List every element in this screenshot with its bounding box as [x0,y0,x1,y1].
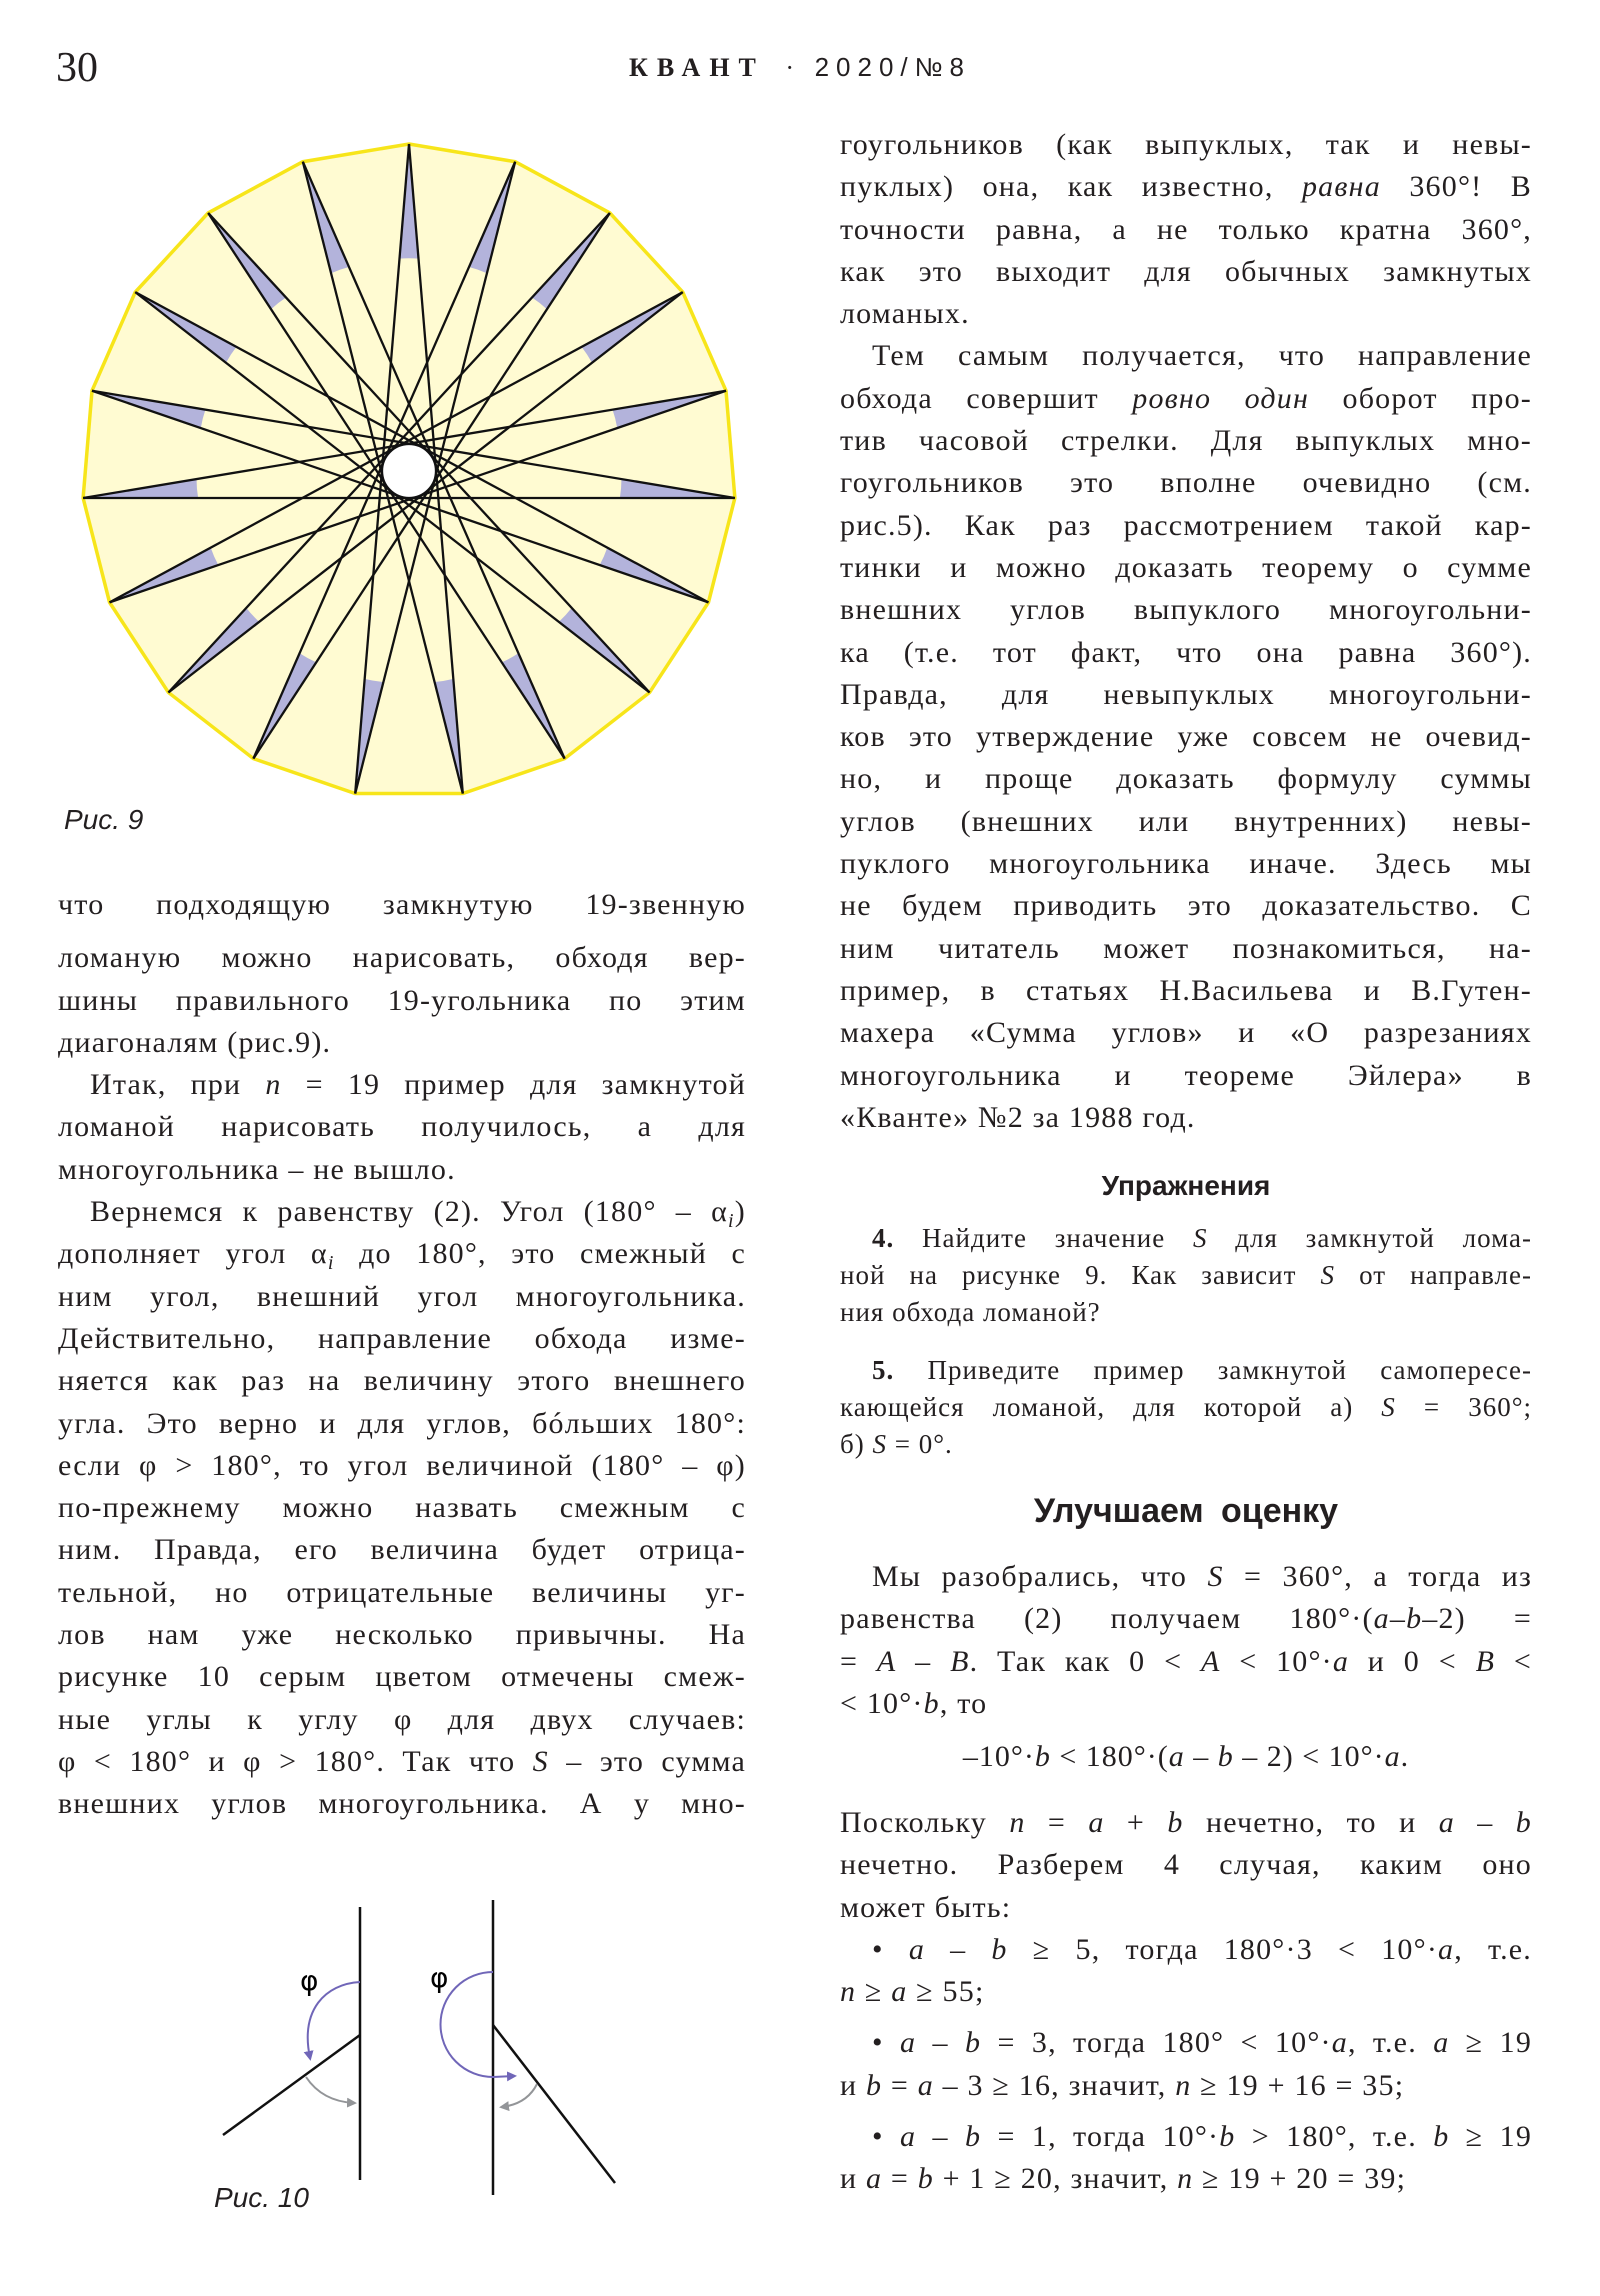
italic-math: равна [1301,170,1381,204]
text-run: пуклых) она, как известно, [840,170,1302,204]
text-line [58,937,746,979]
text-run: –10°· [962,1740,1035,1773]
text-run: Правда, для невыпуклых многоугольни- [840,677,1532,711]
text-run: , то [939,1686,988,1720]
section-heading: Улучшаем оценку [1033,1492,1339,1530]
text-line [58,884,746,926]
exercise-5 [840,1352,1532,1463]
figure-10-case-less-180 [223,1907,360,2180]
text-run: ним угол, внешний угол многоугольника. [58,1279,746,1313]
text-run: • [872,1932,909,1966]
text-run: > 180°, т.е. [1235,2120,1434,2154]
italic-math: a [865,2162,883,2196]
text-run: дополняет угол α [58,1237,328,1271]
text-line [840,2065,1532,2107]
italic-math: b [1167,1806,1184,1839]
italic-math: a [908,1932,926,1966]
text-run: < 180°·( [1050,1740,1169,1773]
text-run: диагоналям (рис.9). [58,1025,332,1059]
text-line [840,1352,1532,1389]
header-separator: · [785,53,795,82]
text-line [840,462,1532,504]
text-run: ≥ 5, тогда 180°·3 < 10°· [1007,1932,1439,1966]
text-run: – [916,2026,965,2060]
text-run: = [882,2068,918,2102]
text-line [840,420,1532,462]
text-run: тельной, но отрицательные величины уг- [58,1575,746,1609]
subscript: i [728,1210,735,1233]
text-run: – 3 ≥ 16, значит, [933,2068,1176,2102]
text-run: + [1104,1806,1168,1839]
text-run: углов (внешних или внутренних) невы- [840,804,1532,838]
text-run: < [1495,1644,1532,1678]
text-line [840,1887,1532,1929]
text-run: – [1389,1602,1407,1636]
text-run: «Кванте» №2 за 1988 год. [840,1100,1196,1134]
text-line [840,124,1532,166]
paragraph [58,1191,746,1825]
text-run: многоугольника и теореме Эйлера» в [840,1058,1532,1092]
text-run: – 2) < 10°· [1233,1740,1385,1773]
exercise-4 [840,1220,1532,1331]
text-run: шины правильного 19-угольника по этим [58,983,746,1017]
text-run: ния обхода ломаной? [840,1297,1101,1327]
text-line [840,1683,1532,1725]
text-run: = 360°, а тогда из [1223,1560,1532,1593]
text-run: нечетно, то и [1183,1806,1439,1839]
text-line [840,1220,1532,1257]
text-run: φ < 180° и φ > 180°. Так что [58,1744,533,1778]
italic-math: a [1373,1602,1390,1636]
text-run: как это выходит для обычных замкнутых [840,254,1532,288]
text-run: гоугольников это вполне очевидно (см. [840,466,1532,500]
text-run: ломаную можно нарисовать, обходя вер- [58,941,746,975]
text-run: ≥ 19 + 20 = 39; [1193,2162,1407,2196]
text-run: . Так как 0 < [969,1644,1201,1678]
figure-9-star-polygon [0,0,820,800]
text-line [58,1191,746,1233]
italic-math: b [1217,1740,1234,1773]
text-run: равенства (2) получаем 180°·( [840,1602,1374,1636]
text-run: гоугольников (как выпуклых, так и невы- [840,128,1532,161]
italic-math: n [1175,2068,1192,2102]
bullet-item [840,1929,1532,2014]
text-line [840,589,1532,631]
text-line [840,378,1532,420]
italic-math: ровно один [1132,381,1310,415]
italic-math: b [1034,1740,1051,1773]
text-run: махера «Сумма углов» и «О разрезаниях [840,1016,1532,1050]
text-line [840,674,1532,716]
text-run: угла. Это верно и для углов, бóльших 180°: [58,1406,746,1440]
text-line [58,1572,746,1614]
text-run: Действительно, направление обхода изме- [58,1321,746,1355]
text-run: ков это утверждение уже совсем не очевид- [840,720,1532,754]
text-run: Итак, при [90,1068,266,1102]
text-run: < 10°· [840,1686,924,1720]
text-run: няется как раз на величину этого внешнего [58,1364,746,1398]
italic-math: a [1331,2026,1348,2060]
italic-math: a [891,1975,908,2009]
italic-math: a [900,2026,917,2060]
italic-math: S [872,1429,887,1459]
text-line [840,885,1532,927]
text-run: Вернемся к равенству (2). Угол (180° – α [90,1195,729,1229]
figure-9-caption: Рис. 9 [64,804,144,835]
italic-math: B [1475,1644,1496,1678]
italic-math: a [1088,1806,1105,1839]
text-line [840,1012,1532,1054]
italic-math: b [1433,2120,1450,2154]
text-line [840,1641,1532,1683]
text-line [840,335,1532,377]
text-run: + 1 ≥ 20, значит, [933,2162,1178,2196]
adjacent-angle-arc [502,2084,537,2107]
italic-math: b [991,1932,1008,1966]
text-run: – это сумма [548,1744,746,1778]
text-run: Поскольку [840,1806,1010,1839]
text-line [840,547,1532,589]
italic-math: b [1406,1602,1423,1636]
text-line [58,980,746,1022]
text-run: • [872,2120,900,2154]
angle-phi-arc [441,1972,515,2077]
text-run: ним. Правда, его величина будет отрица- [58,1533,746,1567]
bullet-item [840,2022,1532,2107]
text-run: оборот про- [1309,381,1532,415]
text-run: – [1454,1806,1516,1839]
italic-math: a [900,2120,917,2154]
text-line [58,1318,746,1360]
slanted-segment [223,2035,360,2135]
angle-phi-arc [308,1982,360,2058]
paragraph [840,1220,1532,1331]
text-line [840,1929,1532,1971]
text-run: б) [840,1429,873,1459]
section-cases-text [840,1802,1532,2201]
text-run: = [840,1644,877,1678]
text-run: пример, в статьях Н.Васильева и В.Гутен- [840,973,1532,1007]
italic-math: S [1320,1260,1335,1290]
text-run: = 360°; [1395,1392,1532,1422]
text-line [58,1529,746,1571]
figure-10-caption: Рис. 10 [214,2182,309,2213]
text-run: внешних углов выпуклого многоугольни- [840,593,1532,627]
figure-10-case-greater-180 [430,1900,615,2195]
paragraph [58,884,746,1064]
text-run: – [925,1932,992,1966]
text-run: ные углы к углу φ для двух случаев: [58,1702,746,1736]
text-line [840,1971,1532,2013]
text-run: но, и проще доказать формулу суммы [840,762,1532,796]
italic-math: a [917,2068,934,2102]
italic-math: b [964,2026,982,2060]
text-line [58,1403,746,1445]
text-run: 360°! В [1380,170,1532,204]
text-run: – [916,2120,965,2154]
italic-math: n [1177,2162,1194,2196]
text-run: = [1025,1806,1089,1839]
italic-math: S [532,1744,549,1778]
text-run: рисунке 10 серым цветом отмечены смеж- [58,1660,746,1694]
italic-math: b [964,2120,982,2154]
text-run: ной на рисунке 9. Как зависит [840,1260,1321,1290]
text-run: = [882,2162,918,2196]
text-run: многоугольника – не вышло. [58,1152,456,1186]
text-run: пуклого многоугольника иначе. Здесь мы [840,847,1532,881]
text-run: внешних углов многоугольника. А у мно- [58,1787,746,1821]
paragraph [840,335,1532,1139]
text-run: Приведите пример замкнутой самопересе- [894,1355,1532,1385]
text-run: – [1184,1740,1218,1773]
paragraph [58,1064,746,1191]
subscript: i [327,1252,335,1275]
inner-circle [382,444,436,498]
text-line [840,2116,1532,2158]
text-run: нечетно. Разберем 4 случая, каким оно [840,1848,1532,1882]
text-run: до 180°, это смежный с [334,1237,746,1271]
text-run: ≥ 19 [1449,2120,1533,2154]
italic-math: B [950,1644,970,1678]
text-line [58,1445,746,1487]
italic-math: n [840,1975,857,2009]
italic-math: S [1381,1392,1396,1422]
italic-math: A [1200,1644,1221,1678]
text-line [840,293,1532,335]
italic-math: a [1332,1644,1350,1678]
text-line [58,1276,746,1318]
exercise-number: 4. [872,1223,895,1253]
text-run: . [1400,1740,1410,1773]
text-run: рис.5). Как раз рассмотрением такой кар- [840,508,1532,542]
text-line [58,1741,746,1783]
text-line [840,1426,1532,1463]
text-line [58,1487,746,1529]
text-run: и [840,2162,866,2196]
slanted-segment [493,2025,615,2183]
text-line [840,166,1532,208]
text-line [840,1556,1532,1598]
text-run: и 0 < [1349,1644,1476,1678]
text-run: ) [734,1195,746,1229]
text-run: ним читатель может познакомиться, на- [840,931,1532,965]
text-line [58,1064,746,1106]
italic-math: b [917,2162,934,2196]
text-run: ломаных. [840,297,970,331]
paragraph [840,1352,1532,1463]
italic-math: a [1433,2026,1450,2060]
text-line [840,758,1532,800]
phi-label: φ [430,1961,449,1994]
text-line [58,1360,746,1402]
display-formula [840,1740,1532,1774]
text-line [840,1844,1532,1886]
text-line [840,928,1532,970]
text-line [840,2158,1532,2200]
paragraph [840,1556,1532,1725]
text-line [840,2022,1532,2064]
text-line [840,632,1532,674]
italic-math: a [1438,1932,1455,1966]
text-run: точности равна, а не только кратна 360°, [840,212,1532,246]
text-run: по-прежнему можно назвать смежным с [58,1491,746,1525]
page-number: 30 [56,45,98,91]
text-line [840,1257,1532,1294]
text-line [58,1699,746,1741]
text-run: кающейся ломаной, для которой а) [840,1392,1382,1422]
text-run: = 3, тогда 180° < 10°· [981,2026,1332,2060]
italic-math: n [265,1068,282,1102]
text-line [840,1389,1532,1426]
text-run: ≥ 19 [1449,2026,1533,2060]
text-run: если φ > 180°, то угол величиной (180° – φ) [58,1448,746,1482]
text-run: < 10°· [1220,1644,1333,1678]
right-column-text [840,124,1532,1139]
text-line [840,1802,1532,1844]
text-run: , т.е. [1347,2026,1434,2060]
text-run: тинки и можно доказать теорему о сумме [840,550,1532,584]
text-run: лов нам уже несколько привычны. На [58,1618,746,1652]
text-run: ломаной нарисовать получилось, а для [58,1110,746,1144]
text-run: для замкнутой лома- [1207,1223,1532,1253]
text-line [840,209,1532,251]
bullet-item [840,2116,1532,2201]
text-line [58,1656,746,1698]
text-run: ≥ 19 + 16 = 35; [1191,2068,1405,2102]
italic-math: b [865,2068,883,2102]
phi-label: φ [300,1964,319,1997]
text-line [840,970,1532,1012]
text-run: тив часовой стрелки. Для выпуклых мно- [840,424,1532,458]
paragraph [840,124,1532,335]
italic-math: b [923,1686,940,1720]
text-line [58,1106,746,1148]
text-run: и [840,2068,866,2102]
adjacent-angle-arc [306,2077,354,2103]
text-run: ≥ 55; [907,1975,985,2009]
text-run: что подходящую замкнутую 19-звенную [58,888,746,921]
text-line [840,505,1532,547]
text-run: Мы разобрались, что [872,1560,1208,1593]
italic-math: a [1384,1740,1401,1773]
text-run: –2) = [1422,1602,1532,1636]
issue-number: 2020/№8 [814,52,971,82]
text-line [58,1783,746,1825]
text-line [58,1233,746,1275]
italic-math: b [1219,2120,1236,2154]
text-line [840,843,1532,885]
text-run: ка (т.е. тот факт, что она равна 360°). [840,635,1532,669]
text-line [58,1022,746,1064]
text-run: – [896,1644,951,1678]
text-line [840,1294,1532,1331]
text-line [840,1055,1532,1097]
paragraph [840,1802,1532,1929]
exercise-number: 5. [872,1355,895,1385]
text-run: , т.е. [1454,1932,1532,1966]
text-line [840,801,1532,843]
italic-math: a [1168,1740,1185,1773]
italic-math: b [1515,1806,1532,1839]
text-line [840,1097,1532,1139]
text-run: может быть: [840,1890,1012,1924]
italic-math: S [1192,1223,1208,1253]
text-run: ≥ [856,1975,892,2009]
text-line [840,1598,1532,1640]
left-column-text [58,884,746,1826]
text-run: обхода совершит [840,381,1133,415]
italic-math: n [1009,1806,1026,1839]
journal-title: КВАНТ [629,53,765,82]
exercises-heading: Упражнения [1101,1170,1271,1201]
text-line [840,251,1532,293]
text-run: не будем приводить это доказательство. С [840,889,1532,923]
text-run: = 19 пример для замкнутой [281,1068,746,1102]
text-run: от направле- [1335,1260,1533,1290]
text-run: Тем самым получается, что направление [872,339,1532,373]
text-line [58,1149,746,1191]
text-line [58,1614,746,1656]
section-intro-text [840,1556,1532,1725]
text-line [840,716,1532,758]
text-run: • [872,2026,900,2060]
text-run: = 0°. [886,1429,953,1459]
italic-math: a [1438,1806,1455,1839]
text-run: = 1, тогда 10°· [981,2120,1220,2154]
italic-math: A [876,1644,897,1678]
text-run: Найдите значение [894,1223,1193,1253]
italic-math: S [1207,1560,1224,1593]
